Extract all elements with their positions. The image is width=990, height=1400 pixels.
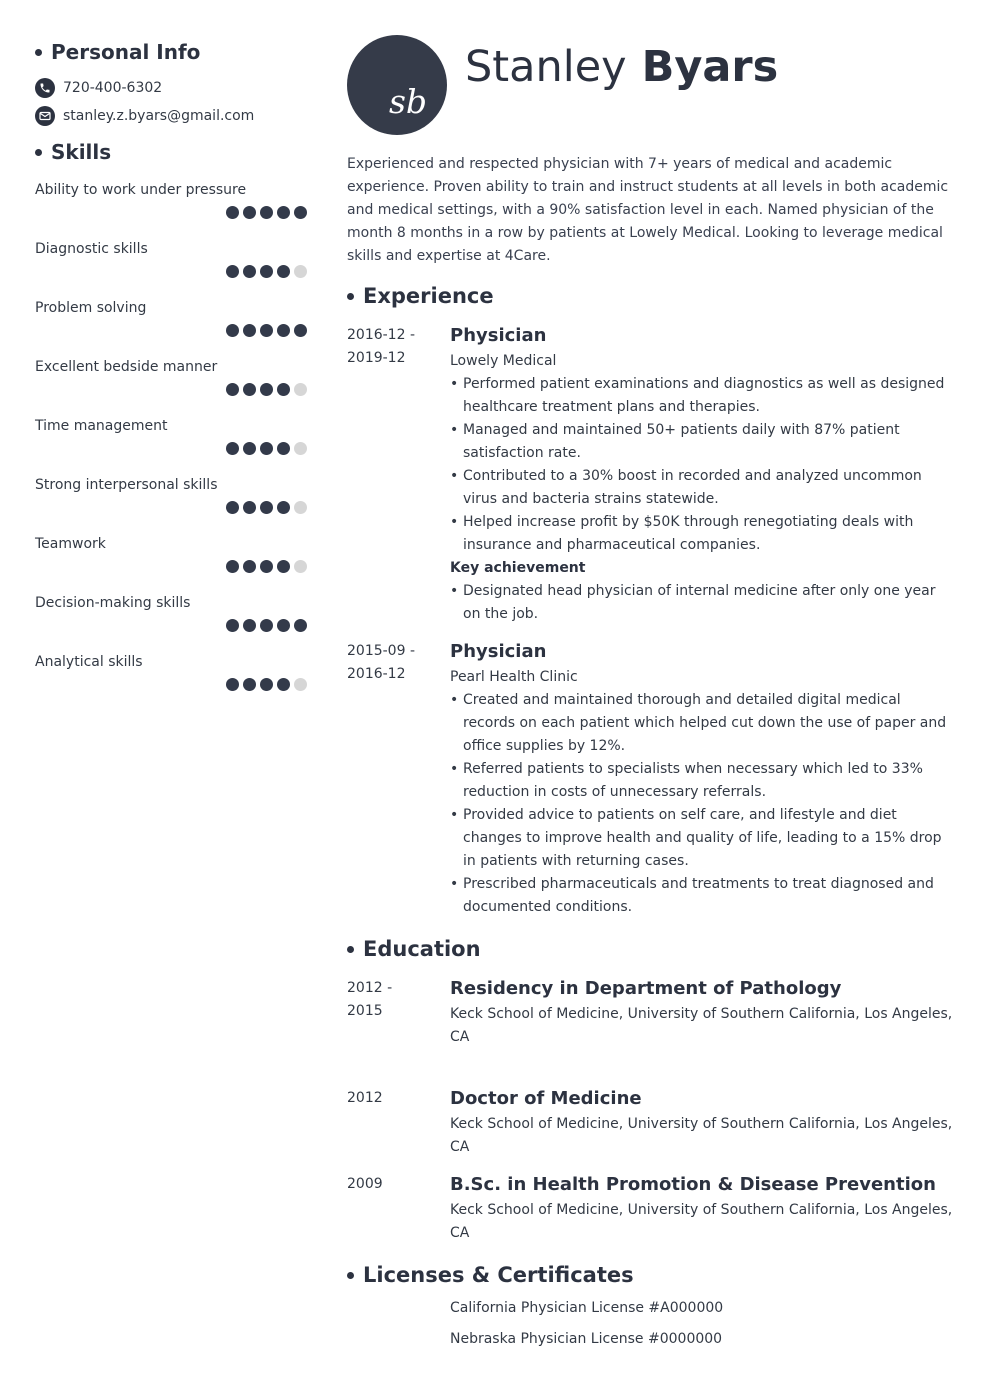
education-dates: [347, 1087, 450, 1159]
skill-name: Problem solving: [35, 300, 147, 316]
rating-dot-filled: [277, 206, 290, 219]
skill-rating: [222, 442, 307, 455]
rating-dot-filled: [226, 619, 239, 632]
job-bullet: • Performed patient examinations and diagnostics as well as designed healthcare treatment plans and therapies.: [450, 373, 957, 419]
skills-heading: Skills: [35, 138, 307, 166]
monogram-initials: sb: [388, 82, 427, 121]
licenses-list: [450, 1297, 957, 1351]
school-name: Keck School of Medicine, University of Southern California, Los Angeles, CA: [450, 1116, 953, 1155]
key-achievement-bullet: • Designated head physician of internal medicine after only one year on the job.: [450, 580, 957, 626]
rating-dot-filled: [260, 265, 273, 278]
email-contact: [35, 106, 307, 126]
rating-dot-filled: [260, 678, 273, 691]
rating-dot-filled: [260, 619, 273, 632]
job-bullet: • Provided advice to patients on self care, and lifestyle and diet changes to improve health and quality of life, leading to a 15% drop in patients with returning cases.: [450, 804, 957, 873]
skill-item: [35, 239, 307, 284]
job-bullet: • Prescribed pharmaceuticals and treatments to treat diagnosed and documented conditions.: [450, 873, 957, 919]
skill-item: [35, 593, 307, 638]
skill-rating: [222, 265, 307, 278]
personal-info-heading: Personal Info: [35, 38, 307, 66]
email-address[interactable]: stanley.z.byars@gmail.com: [63, 108, 255, 124]
rating-dot-empty: [294, 383, 307, 396]
rating-dot-filled: [226, 560, 239, 573]
rating-dot-filled: [277, 501, 290, 514]
rating-dot-filled: [243, 324, 256, 337]
degree-title: Doctor of Medicine: [450, 1088, 642, 1109]
job-bullet: • Created and maintained thorough and detailed digital medical records on each patient which helped cut down the use of paper and office supplies by 12%.: [450, 689, 957, 758]
licenses-heading: Licenses & Certificates: [347, 1261, 957, 1289]
profile-summary: Experienced and respected physician with 7+ years of medical and academic experience. Proven ability to train and instruct students at all levels in both academic and medical settings, with a 90% satisfaction level in each. Named physician of the month 8 months in a row by patients at Lowely Medical. Looking to leverage medical skills and expertise at 4Care.: [347, 156, 949, 264]
education-list: [347, 977, 957, 1245]
experience-entry: [347, 640, 957, 919]
rating-dot-filled: [243, 619, 256, 632]
rating-dot-empty: [294, 560, 307, 573]
rating-dot-filled: [260, 442, 273, 455]
resume-header: [347, 35, 957, 135]
last-name: Byars: [641, 42, 779, 92]
skill-rating: [222, 560, 307, 573]
rating-dot-empty: [294, 442, 307, 455]
rating-dot-filled: [277, 678, 290, 691]
skill-item: [35, 298, 307, 343]
job-dates: [347, 324, 450, 626]
skill-item: [35, 652, 307, 697]
rating-dot-filled: [260, 383, 273, 396]
job-date-end: 2019-12: [347, 350, 406, 366]
skill-rating: [222, 383, 307, 396]
rating-dot-filled: [226, 442, 239, 455]
candidate-name: [465, 39, 778, 95]
rating-dot-filled: [226, 678, 239, 691]
skill-rating: [222, 678, 307, 691]
rating-dot-filled: [260, 324, 273, 337]
skill-item: [35, 534, 307, 579]
rating-dot-filled: [294, 206, 307, 219]
education-date-start: 2009: [347, 1176, 383, 1192]
experience-entry: [347, 324, 957, 626]
rating-dot-empty: [294, 678, 307, 691]
skill-name: Strong interpersonal skills: [35, 477, 218, 493]
skill-name: Decision-making skills: [35, 595, 191, 611]
sidebar: [35, 38, 307, 697]
education-entry: [347, 1087, 957, 1159]
job-date-start: 2016-12 -: [347, 327, 415, 343]
job-bullet: • Contributed to a 30% boost in recorded and analyzed uncommon virus and bacteria strains statewide.: [450, 465, 957, 511]
rating-dot-filled: [260, 501, 273, 514]
phone-number[interactable]: 720-400-6302: [63, 80, 163, 96]
education-entry: [347, 977, 957, 1073]
rating-dot-filled: [226, 501, 239, 514]
rating-dot-filled: [294, 619, 307, 632]
rating-dot-filled: [277, 383, 290, 396]
rating-dot-filled: [277, 265, 290, 278]
license-item: California Physician License #A000000: [450, 1300, 724, 1316]
education-details: [450, 977, 957, 1073]
degree-title: Residency in Department of Pathology: [450, 978, 842, 999]
first-name: Stanley: [465, 42, 627, 92]
skill-item: [35, 180, 307, 225]
job-details: [450, 640, 957, 919]
rating-dot-filled: [226, 324, 239, 337]
skill-item: [35, 475, 307, 520]
rating-dot-filled: [277, 324, 290, 337]
main-content: [347, 35, 957, 1351]
monogram-avatar: [347, 35, 447, 135]
rating-dot-filled: [226, 265, 239, 278]
skill-name: Analytical skills: [35, 654, 143, 670]
rating-dot-empty: [294, 501, 307, 514]
rating-dot-filled: [277, 619, 290, 632]
job-employer: Lowely Medical: [450, 353, 557, 369]
skill-rating: [222, 206, 307, 219]
job-details: [450, 324, 957, 626]
education-details: [450, 1173, 957, 1245]
degree-title: B.Sc. in Health Promotion & Disease Prevention: [450, 1174, 936, 1195]
spacer: [450, 1049, 957, 1073]
license-item: Nebraska Physician License #0000000: [450, 1331, 723, 1347]
education-dates: [347, 1173, 450, 1245]
rating-dot-filled: [243, 560, 256, 573]
education-entry: [347, 1173, 957, 1245]
rating-dot-filled: [260, 206, 273, 219]
job-bullet: • Referred patients to specialists when necessary which led to 33% reduction in costs of unnecessary referrals.: [450, 758, 957, 804]
job-title: Physician: [450, 641, 547, 662]
rating-dot-filled: [243, 501, 256, 514]
contact-list: [35, 78, 307, 126]
skill-rating: [222, 324, 307, 337]
skill-name: Excellent bedside manner: [35, 359, 218, 375]
skill-item: [35, 357, 307, 402]
skill-name: Diagnostic skills: [35, 241, 148, 257]
phone-contact: [35, 78, 307, 98]
skill-name: Ability to work under pressure: [35, 182, 247, 198]
job-bullet: • Helped increase profit by $50K through renegotiating deals with insurance and pharmaceutical companies.: [450, 511, 957, 557]
rating-dot-filled: [294, 324, 307, 337]
education-date-start: 2012: [347, 1090, 383, 1106]
rating-dot-empty: [294, 265, 307, 278]
education-dates: [347, 977, 450, 1073]
job-title: Physician: [450, 325, 547, 346]
rating-dot-filled: [243, 442, 256, 455]
skill-name: Teamwork: [35, 536, 106, 552]
key-achievement-label: Key achievement: [450, 560, 586, 576]
job-date-start: 2015-09 -: [347, 643, 415, 659]
rating-dot-filled: [277, 560, 290, 573]
school-name: Keck School of Medicine, University of Southern California, Los Angeles, CA: [450, 1202, 953, 1241]
education-date-end: 2015: [347, 1003, 383, 1019]
rating-dot-filled: [226, 383, 239, 396]
skill-rating: [222, 619, 307, 632]
skills-list: [35, 180, 307, 697]
experience-list: [347, 324, 957, 919]
job-dates: [347, 640, 450, 919]
skill-item: [35, 416, 307, 461]
skill-name: Time management: [35, 418, 168, 434]
school-name: Keck School of Medicine, University of Southern California, Los Angeles, CA: [450, 1006, 953, 1045]
skill-rating: [222, 501, 307, 514]
phone-icon: [35, 78, 55, 98]
rating-dot-filled: [243, 678, 256, 691]
rating-dot-filled: [277, 442, 290, 455]
rating-dot-filled: [243, 265, 256, 278]
job-bullet: • Managed and maintained 50+ patients daily with 87% patient satisfaction rate.: [450, 419, 957, 465]
job-employer: Pearl Health Clinic: [450, 669, 578, 685]
rating-dot-filled: [243, 383, 256, 396]
rating-dot-filled: [243, 206, 256, 219]
job-date-end: 2016-12: [347, 666, 406, 682]
rating-dot-filled: [260, 560, 273, 573]
experience-heading: Experience: [347, 282, 957, 310]
education-details: [450, 1087, 957, 1159]
email-icon: [35, 106, 55, 126]
education-heading: Education: [347, 935, 957, 963]
rating-dot-filled: [226, 206, 239, 219]
education-date-start: 2012 -: [347, 980, 393, 996]
